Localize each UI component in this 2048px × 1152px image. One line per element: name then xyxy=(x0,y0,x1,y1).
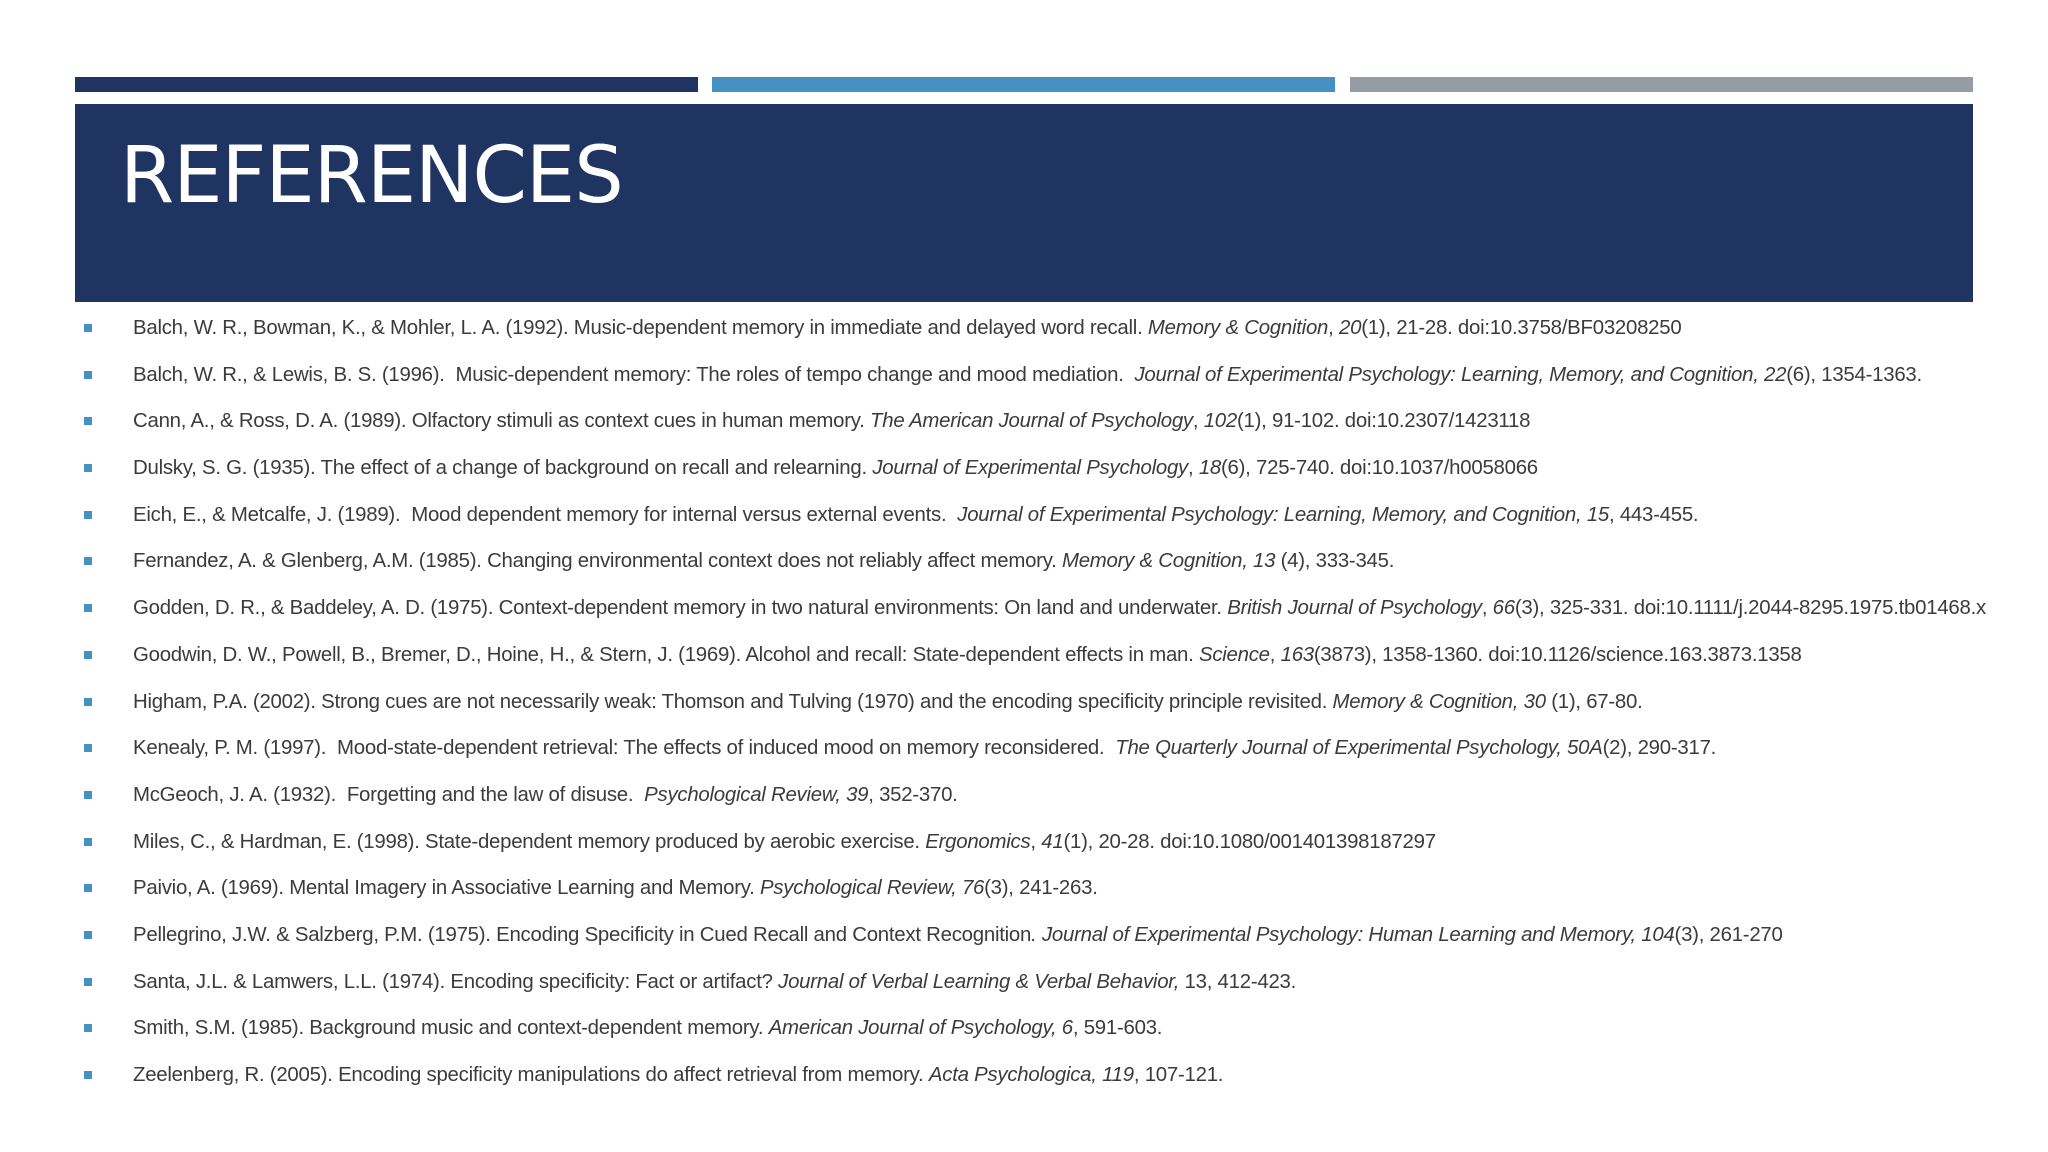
reference-volume: 22 xyxy=(1764,363,1787,386)
reference-journal: British Journal of Psychology xyxy=(1227,597,1482,620)
square-bullet-icon xyxy=(84,884,92,892)
square-bullet-icon xyxy=(84,417,92,425)
square-bullet-icon xyxy=(84,978,92,986)
reference-text: Paivio, A. (1969). Mental Imagery in Associative Learning and Memory. xyxy=(133,877,761,900)
reference-journal: Journal of Experimental Psychology: Learning, Memory, and Cognition, xyxy=(957,503,1582,526)
square-bullet-icon xyxy=(84,744,92,752)
reference-item xyxy=(75,772,1973,819)
reference-pages: , 107-121. xyxy=(1133,1064,1224,1086)
reference-journal: Journal of Experimental Psychology xyxy=(872,457,1188,480)
reference-item xyxy=(75,538,1973,585)
reference-volume: 30 xyxy=(1523,690,1546,713)
reference-volume: 15 xyxy=(1586,503,1609,526)
reference-pages: (1), 20-28. doi:10.1080/001401398187297 xyxy=(1063,830,1436,853)
reference-journal: Psychological Review, xyxy=(760,877,957,900)
reference-volume: 39 xyxy=(846,783,869,806)
reference-text: Balch, W. R., Bowman, K., & Mohler, L. A. (1992). Music-dependent memory in immediate and delayed word recall. xyxy=(133,317,1148,339)
reference-volume: 102 xyxy=(1203,410,1237,433)
reference-item xyxy=(75,959,1973,1006)
reference-item xyxy=(75,725,1973,772)
reference-item xyxy=(75,1052,1973,1099)
reference-pages: (6), 1354-1363. xyxy=(1786,363,1922,386)
reference-pages: (2), 290-317. xyxy=(1602,737,1717,760)
reference-text: Eich, E., & Metcalfe, J. (1989). Mood dependent memory for internal versus external events. xyxy=(133,503,958,526)
reference-journal: Psychological Review, xyxy=(644,783,841,806)
reference-item xyxy=(75,492,1973,539)
reference-text: Cann, A., & Ross, D. A. (1989). Olfactory stimuli as context cues in human memory. xyxy=(133,410,871,433)
reference-text: McGeoch, J. A. (1932). Forgetting and the law of disuse. xyxy=(133,783,645,806)
reference-item xyxy=(75,819,1973,866)
accent-bar-blue xyxy=(712,77,1335,92)
square-bullet-icon xyxy=(84,371,92,379)
title-banner xyxy=(75,104,1973,302)
reference-volume: 119 xyxy=(1102,1064,1134,1086)
square-bullet-icon xyxy=(84,651,92,659)
reference-volume: 104 xyxy=(1641,923,1675,946)
reference-item xyxy=(75,865,1973,912)
reference-pages: (1), 91-102. doi:10.2307/1423118 xyxy=(1236,410,1531,433)
reference-journal: Acta Psychologica, xyxy=(928,1064,1097,1086)
reference-text: Pellegrino, J.W. & Salzberg, P.M. (1975). Encoding Specificity in Cued Recall and Context Recognition xyxy=(133,923,1032,946)
reference-separator: , xyxy=(1192,410,1204,433)
reference-item xyxy=(75,305,1973,352)
reference-item xyxy=(75,445,1973,492)
reference-journal: Memory & Cognition, xyxy=(1332,690,1519,713)
reference-text: Higham, P.A. (2002). Strong cues are not necessarily weak: Thomson and Tulving (1970) and the encoding specificity principle revisited. xyxy=(133,690,1333,713)
reference-volume: 76 xyxy=(961,877,985,900)
square-bullet-icon xyxy=(84,838,92,846)
reference-journal: . Journal of Experimental Psychology: Human Learning and Memory, xyxy=(1031,923,1636,946)
reference-journal: Memory & Cognition xyxy=(1147,317,1329,339)
reference-pages: (1), 21-28. doi:10.3758/BF03208250 xyxy=(1361,317,1682,339)
square-bullet-icon xyxy=(84,1071,92,1079)
reference-pages: , 352-370. xyxy=(868,783,958,806)
reference-separator: , xyxy=(1269,643,1281,666)
reference-volume: 20 xyxy=(1339,317,1362,339)
page-title: REFERENCES xyxy=(120,131,623,221)
reference-volume: 6 xyxy=(1061,1017,1073,1040)
reference-text: Miles, C., & Hardman, E. (1998). State-dependent memory produced by aerobic exercise. xyxy=(133,830,926,853)
reference-item xyxy=(75,679,1973,726)
square-bullet-icon xyxy=(84,511,92,519)
reference-text: Smith, S.M. (1985). Background music and context-dependent memory. xyxy=(133,1017,769,1040)
reference-text: Dulsky, S. G. (1935). The effect of a change of background on recall and relearning. xyxy=(133,457,873,480)
square-bullet-icon xyxy=(84,604,92,612)
square-bullet-icon xyxy=(84,464,92,472)
reference-separator: , xyxy=(1328,317,1339,339)
reference-text: Balch, W. R., & Lewis, B. S. (1996). Music-dependent memory: The roles of tempo change and mood mediation. xyxy=(133,363,1135,386)
accent-bar-gray xyxy=(1350,77,1973,92)
reference-pages: (4), 333-345. xyxy=(1275,550,1395,573)
reference-text: Fernandez, A. & Glenberg, A.M. (1985). Changing environmental context does not reliably affect memory. xyxy=(133,550,1062,573)
reference-journal: American Journal of Psychology, xyxy=(768,1017,1057,1040)
reference-pages: (6), 725-740. doi:10.1037/h0058066 xyxy=(1221,457,1538,480)
square-bullet-icon xyxy=(84,1024,92,1032)
reference-separator: , xyxy=(1030,830,1042,853)
accent-bar-navy xyxy=(75,77,698,92)
reference-text: Godden, D. R., & Baddeley, A. D. (1975). Context-dependent memory in two natural environments: On land and underwater. xyxy=(133,597,1228,620)
square-bullet-icon xyxy=(84,931,92,939)
reference-separator: , xyxy=(1481,597,1493,620)
reference-separator: , xyxy=(1187,457,1199,480)
reference-text: Goodwin, D. W., Powell, B., Bremer, D., Hoine, H., & Stern, J. (1969). Alcohol and recall: State-dependent effects in man. xyxy=(133,643,1199,666)
reference-journal: The American Journal of Psychology xyxy=(870,410,1193,433)
reference-item xyxy=(75,352,1973,399)
reference-pages: , 443-455. xyxy=(1609,503,1699,526)
reference-volume: 18 xyxy=(1198,457,1222,480)
reference-journal: Journal of Experimental Psychology: Learning, Memory, and Cognition, xyxy=(1134,363,1759,386)
reference-item xyxy=(75,398,1973,445)
reference-text: Santa, J.L. & Lamwers, L.L. (1974). Encoding specificity: Fact or artifact? xyxy=(133,970,779,993)
reference-pages: (3), 241-263. xyxy=(984,877,1098,900)
reference-journal: Memory & Cognition, xyxy=(1061,550,1248,573)
reference-journal: Science xyxy=(1198,643,1270,666)
reference-volume: 50A xyxy=(1567,737,1603,760)
reference-pages: 13, 412-423. xyxy=(1184,970,1297,993)
reference-pages: (3), 261-270 xyxy=(1674,923,1783,946)
reference-journal: Ergonomics xyxy=(925,830,1031,853)
square-bullet-icon xyxy=(84,698,92,706)
reference-volume: 66 xyxy=(1492,597,1515,620)
reference-pages: (3873), 1358-1360. doi:10.1126/science.163.3873.1358 xyxy=(1313,643,1802,666)
reference-pages: (1), 67-80. xyxy=(1545,690,1643,713)
reference-volume: 13 xyxy=(1253,550,1276,573)
reference-volume: 163 xyxy=(1280,643,1314,666)
square-bullet-icon xyxy=(84,557,92,565)
reference-volume: 41 xyxy=(1041,830,1064,853)
reference-item xyxy=(75,585,1986,632)
reference-item xyxy=(75,912,1973,959)
square-bullet-icon xyxy=(84,791,92,799)
reference-item xyxy=(75,632,1973,679)
reference-list xyxy=(75,305,1986,1099)
reference-pages: (3), 325-331. doi:10.1111/j.2044-8295.1975.tb01468.x xyxy=(1514,597,1986,620)
reference-journal: The Quarterly Journal of Experimental Psychology, xyxy=(1115,737,1562,760)
reference-pages: , 591-603. xyxy=(1072,1017,1163,1040)
reference-text: Zeelenberg, R. (2005). Encoding specificity manipulations do affect retrieval from memory. xyxy=(133,1064,929,1086)
square-bullet-icon xyxy=(84,324,92,332)
reference-journal: Journal of Verbal Learning & Verbal Behavior, xyxy=(778,970,1180,993)
reference-item xyxy=(75,1005,1973,1052)
reference-text: Kenealy, P. M. (1997). Mood-state-dependent retrieval: The effects of induced mood on memory reconsidered. xyxy=(133,737,1116,760)
